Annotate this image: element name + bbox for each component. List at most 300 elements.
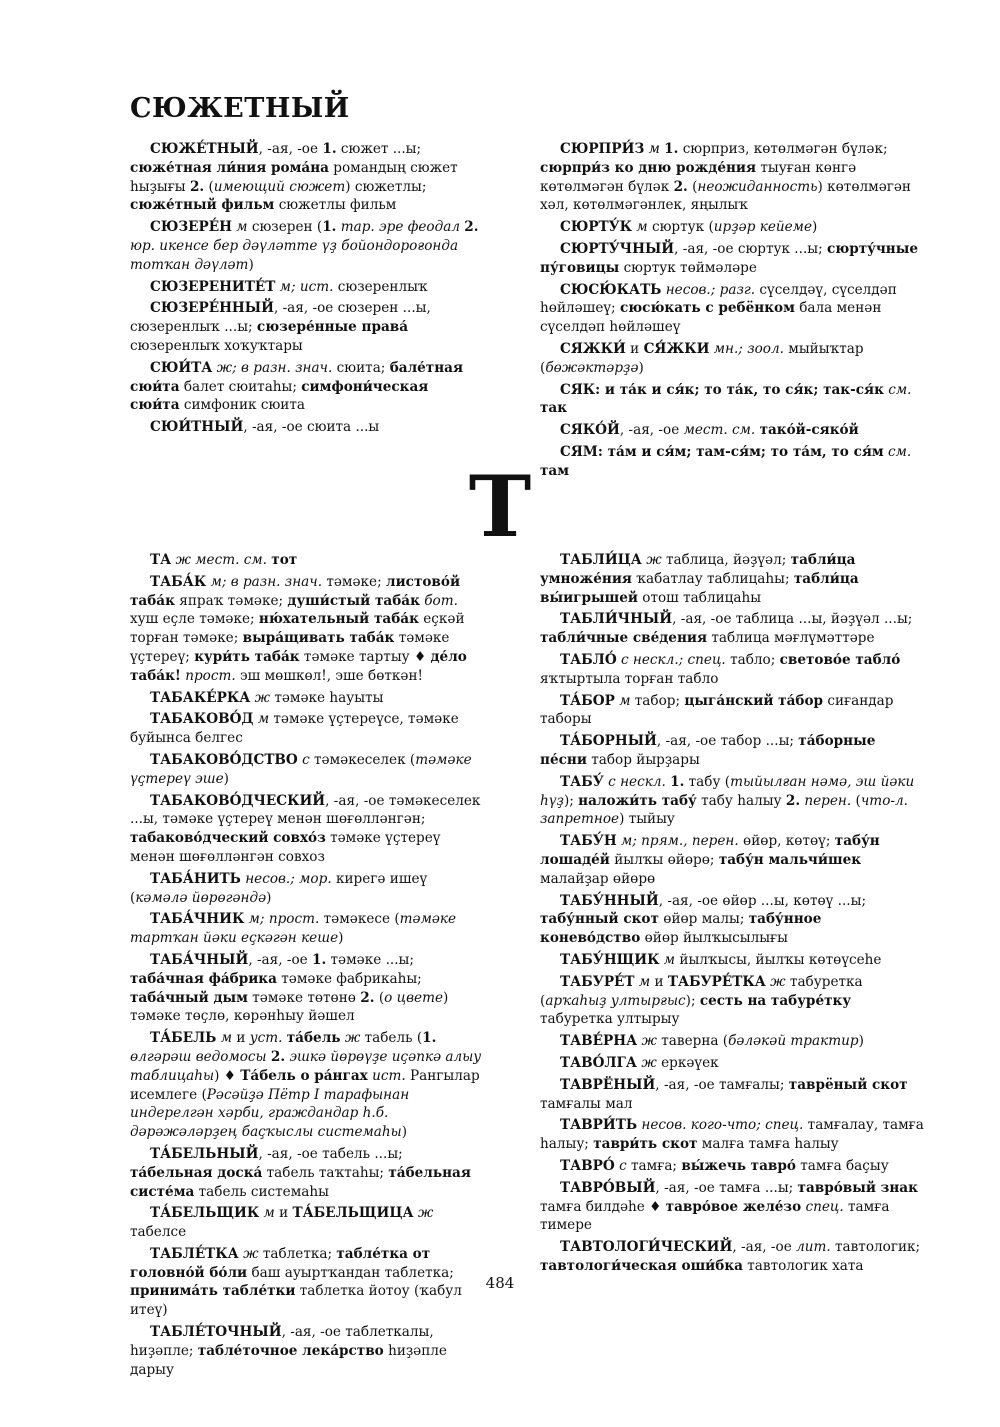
entry-headword: ТАВО́ЛГА — [560, 1054, 637, 1071]
entry-headword: та́бельная систе́ма — [130, 1164, 471, 1200]
entry-text: , -ая, -ое өйөр ...ы, көтөү ...ы; — [658, 892, 867, 909]
entry-label: м; ист. — [275, 278, 334, 295]
dictionary-entry — [540, 218, 924, 237]
entry-text: ); — [563, 792, 579, 809]
entry-text: , -ая, -ое сюита ...ы — [243, 419, 380, 436]
entry-headword: ТАБЛЕ́ТОЧНЫЙ — [150, 1324, 282, 1341]
dictionary-entry — [540, 140, 924, 215]
dictionary-entry — [540, 340, 924, 378]
entry-label: с нескл. — [603, 773, 666, 790]
dictionary-entry — [130, 1204, 482, 1242]
entry-label: перен. — [800, 792, 852, 809]
entry-text: ) — [812, 219, 818, 236]
entry-label: м — [253, 711, 270, 728]
entry-text: и — [650, 973, 668, 990]
dictionary-entry — [130, 218, 482, 274]
entry-label: с — [297, 751, 310, 768]
entry-text: ) көтөлмәгән хәл, көтөлмәгәнлек, яңылыҡ — [540, 178, 911, 214]
entry-text: сюзеренлыҡ хоҡуҡтары — [130, 337, 303, 354]
entry-headword: СЮРТУ́К — [560, 219, 633, 236]
entry-label: с нескл.; спец. — [616, 651, 726, 668]
entry-text: тәмәкесе ( — [319, 911, 400, 928]
entry-headword: СЮИ́ТНЫЙ — [150, 419, 244, 436]
entry-text: баш ауыртҡандан таблетка; — [247, 1264, 454, 1281]
entry-label: бөжәктәрҙә — [545, 359, 639, 376]
entry-headword: ТАБЛО́ — [560, 651, 617, 668]
entry-text: бала менән сүселдәп һөйләшеү — [540, 300, 882, 336]
dictionary-entry — [130, 1145, 482, 1201]
entry-label: см. — [883, 381, 912, 398]
entry-text: ) — [248, 256, 254, 273]
dictionary-entry — [540, 732, 924, 770]
entry-headword: наложи́ть табу́ — [578, 792, 697, 809]
dictionary-entry — [540, 1157, 924, 1176]
entry-text: өйөр, көтөү; — [738, 833, 835, 850]
page-number: 484 — [485, 1274, 515, 1292]
entry-label: эшкә йөрөүҙе иҫәпкә алыу таблицаһы — [130, 1048, 482, 1084]
entry-text: йылҡысы, йылҡы көтөүсеһе — [675, 951, 882, 968]
entry-text: табу һалыу — [696, 792, 786, 809]
entry-label: тар. эре феодал — [336, 219, 465, 236]
entry-label: м — [632, 219, 648, 236]
entry-text: ҡабатлау таблицаһы; — [631, 570, 794, 587]
entry-headword: табли́ца умноже́ния — [540, 552, 856, 587]
entry-text: сиғандар таборы — [540, 692, 894, 728]
entry-text: сюита; — [332, 359, 390, 376]
entry-text: табор йырҙары — [586, 751, 700, 768]
entry-headword: симфони́ческая сюи́та — [130, 378, 429, 414]
entry-headword: 2. — [673, 178, 688, 195]
entry-headword: табли́ца вы́игрышей — [540, 570, 859, 606]
entry-headword: ТА́БЕЛЬ — [150, 1030, 217, 1047]
entry-text: табуретка ( — [540, 973, 863, 1009]
entry-label: ж — [637, 1054, 657, 1071]
entry-headword: ТАВРЁНЫЙ — [560, 1076, 656, 1093]
dictionary-entry — [130, 573, 482, 686]
entry-headword: 2. — [785, 792, 801, 809]
entry-label: кәмәлә йөрөгәндә — [135, 889, 267, 906]
dictionary-entry — [540, 1238, 924, 1276]
entry-text: эш мөшкөл!, эше бөткән! — [235, 667, 423, 684]
entry-headword: ТАБА́НИТЬ — [150, 870, 241, 887]
entry-text: сюзерен ( — [247, 219, 323, 236]
entry-headword: та́бель — [286, 1030, 341, 1047]
entry-label: уст. — [249, 1030, 283, 1047]
entry-label: с — [614, 1157, 627, 1174]
entry-headword: табу́н мальчи́шек — [718, 851, 862, 868]
dictionary-entry — [130, 689, 482, 708]
entry-headword: СЮЗЕРЕ́ННЫЙ — [150, 300, 274, 317]
entry-text: тавтологик хата — [742, 1257, 864, 1274]
entry-text: табель ( — [360, 1030, 423, 1047]
column-bottom-right — [540, 551, 924, 1279]
entry-headword: ТАБА́ЧНЫЙ — [150, 951, 249, 968]
dictionary-entry — [130, 951, 482, 1026]
entry-headword: ТА́БЕЛЬНЫЙ — [150, 1145, 259, 1162]
entry-label: мн.; зоол. — [709, 340, 784, 357]
entry-headword: та́бельная доска́ — [130, 1164, 263, 1181]
entry-headword: ТАБА́К — [150, 573, 207, 590]
entry-text: ) — [266, 889, 272, 906]
dictionary-entry — [130, 299, 482, 355]
entry-headword: тавро́вый знак — [797, 1179, 918, 1196]
entry-text: симфоник сюита — [179, 397, 305, 414]
entry-text: малға тамға һалыу — [697, 1136, 839, 1153]
entry-text: малайҙар өйөрө — [540, 870, 656, 887]
entry-headword: таба́чная фа́брика — [130, 970, 277, 987]
column-bottom-left — [130, 551, 482, 1382]
entry-text: тәмәке фабрикаһы; — [276, 970, 422, 987]
entry-headword: ТАВРО́ — [560, 1157, 615, 1174]
entry-label: арҡаһыҙ ултырғыс — [545, 992, 686, 1009]
dictionary-entry — [130, 710, 482, 748]
entry-text: таблетка; — [258, 1245, 337, 1262]
entry-headword: ТАБУ́ННЫЙ — [560, 892, 659, 909]
entry-headword: табу́н лошаде́й — [540, 833, 880, 868]
entry-label: что-л. запретное — [540, 792, 908, 828]
entry-headword: ТА́БОР — [560, 692, 615, 709]
column-top-right — [540, 140, 924, 484]
entry-headword: табле́точное лека́рство — [197, 1342, 384, 1359]
entry-headword: 1. — [312, 951, 327, 968]
entry-headword: СЯ́ЖКИ — [643, 340, 710, 357]
entry-text: өйөр малы; — [658, 911, 749, 928]
entry-headword: тавтологи́ческая оши́бка — [540, 1257, 743, 1274]
entry-headword: СЮЗЕРЕНИТЕ́Т — [150, 278, 276, 295]
entry-text: , -ая, -ое — [258, 141, 323, 157]
entry-label: ж мест. см. — [171, 552, 267, 568]
entry-text: , -ая, -ое таблица ...ы, йәҙүәл ...ы; — [672, 611, 913, 628]
dictionary-entry — [130, 1323, 482, 1379]
entry-headword: таври́ть скот — [593, 1136, 698, 1153]
entry-text: өйөр йылҡысылығы — [640, 930, 788, 947]
entry-text: ( — [687, 178, 698, 195]
entry-headword: выра́щивать таба́к — [242, 630, 395, 647]
entry-headword: 1. — [322, 141, 337, 157]
entry-text: тамғалау, тамға һалыу; — [540, 1117, 924, 1153]
entry-label: ж — [238, 1245, 259, 1262]
entry-headword: 1. — [670, 773, 685, 790]
entry-label: ж — [250, 689, 271, 706]
entry-headword: ТАБАКОВО́ДЧЕСКИЙ — [150, 792, 326, 809]
dictionary-entry — [540, 892, 924, 948]
entry-headword: листово́й таба́к — [130, 573, 461, 609]
entry-text: ) тыйыу — [619, 811, 675, 828]
entry-headword: 2. — [270, 1048, 286, 1065]
entry-headword: сюрту́чные пу́говицы — [540, 240, 919, 276]
entry-text: сюжет ...ы; — [336, 141, 422, 157]
entry-headword: сюрпри́з ко дню рожде́ния — [540, 159, 757, 176]
dictionary-entry — [540, 973, 924, 1029]
entry-headword: табле́тка от головно́й бо́ли — [130, 1245, 431, 1281]
entry-text: , -ая, -ое тәмәкеселек ...ы, тәмәке үҫтереү менән шөғөлләнгән; — [130, 792, 481, 828]
entry-label: м — [659, 951, 676, 968]
entry-text: тавтологик; — [830, 1239, 921, 1256]
dictionary-entry — [540, 551, 924, 607]
entry-label: ж — [765, 973, 786, 990]
entry-text: , -ая, -ое табор ...ы; — [656, 733, 799, 750]
dictionary-entry — [130, 910, 482, 948]
dictionary-entry — [540, 610, 924, 648]
dictionary-entry — [540, 281, 924, 337]
entry-headword: 2. — [360, 989, 375, 1006]
entry-headword: сюже́тная ли́ния рома́на — [130, 159, 329, 176]
entry-text: , -ая, -ое табель ...ы; — [258, 1145, 403, 1162]
entry-headword: СЮЗЕРЕ́Н — [150, 219, 232, 236]
entry-headword: ТАБАКЕ́РКА — [150, 689, 251, 706]
entry-text: япраҡ тәмәке; — [174, 592, 288, 609]
entry-headword: ТАБУРЕ́ТКА — [667, 973, 766, 990]
entry-headword: таба́чный дым — [130, 989, 248, 1006]
entry-headword: сюсю́кать с ребёнком — [619, 300, 795, 317]
entry-text: , -ая, -ое — [248, 951, 313, 968]
entry-text: яҡтыртыла торған табло — [540, 670, 719, 687]
entry-text: ) сюжетлы; — [345, 178, 427, 195]
entry-text: тәмәке үҫтереүсе, тәмәке буйынса белгес — [130, 711, 459, 747]
entry-label: м; прям., перен. — [616, 833, 739, 850]
entry-headword: ню́хательный таба́к — [258, 611, 419, 628]
entry-text: тәмәке үҫтереү менән шөғөлләнгән совхоз — [130, 830, 441, 865]
dictionary-entry — [130, 278, 482, 297]
entry-text: тамға тимере — [540, 1198, 890, 1234]
dictionary-entry — [540, 773, 924, 829]
entry-headword: ТАБАКОВО́Д — [150, 711, 254, 728]
entry-label: неожиданность — [697, 178, 818, 195]
entry-headword: там — [540, 462, 570, 479]
entry-text: ( — [204, 178, 214, 195]
entry-label: бәләкәй трактир — [728, 1033, 859, 1050]
entry-text: , -ая, -ое сюртук ...ы; — [674, 240, 827, 257]
entry-text: ( — [374, 989, 385, 1006]
entry-text: ( — [851, 792, 861, 809]
dictionary-entry — [540, 692, 924, 730]
entry-headword: ТА́БЕЛЬЩИК — [150, 1205, 260, 1222]
entry-headword: тавро́вое желе́зо — [665, 1198, 802, 1215]
entry-label: прост. — [180, 667, 236, 684]
entry-text: табор; — [630, 692, 685, 709]
entry-label: өлгәрәш ведомосы — [130, 1048, 271, 1065]
entry-headword: кури́ть таба́к — [194, 648, 300, 665]
entry-text: тамғалы мал — [540, 1095, 633, 1112]
entry-headword: 1. — [664, 141, 679, 157]
dictionary-entry — [130, 359, 482, 415]
entry-headword: СЮРПРИ́З — [560, 141, 645, 157]
entry-text: сюртук ( — [647, 219, 714, 236]
entry-headword: ТАБУ́НЩИК — [560, 951, 660, 968]
entry-text: ) ♦ — [214, 1067, 241, 1084]
entry-label: Рәсәйҙә Пётр I тарафынан индерелгән хәрби, граждандар һ.б. дәрәжәләрҙең баҫҡыслы системаһы — [130, 1086, 410, 1141]
entry-text: сюрприз, көтөлмәгән бүләк; — [678, 141, 888, 157]
entry-headword: ТАВЕ́РНА — [560, 1033, 638, 1050]
entry-text: еҫкәй торған тәмәке; — [130, 611, 465, 647]
entry-text: сюртук төймәләре — [619, 259, 757, 276]
entry-headword: СЯКО́Й — [560, 422, 620, 439]
entry-text: сюжетлы фильм — [274, 197, 397, 214]
entry-headword: СЮРТУ́ЧНЫЙ — [560, 240, 675, 257]
entry-headword: СЮЖЕ́ТНЫЙ — [150, 141, 259, 157]
dictionary-entry — [540, 1032, 924, 1051]
entry-headword: ТАБУ́ — [560, 773, 604, 790]
entry-text: тамға баҫыу — [795, 1157, 889, 1174]
entry-text: ); — [685, 992, 700, 1009]
entry-text: еркәүек — [656, 1054, 719, 1071]
entry-text: ) — [338, 930, 344, 947]
entry-text: , -ая, -ое тамғалы; — [655, 1076, 789, 1093]
entry-label: ирҙәр кейеме — [713, 219, 812, 236]
entry-label: ж — [340, 1030, 361, 1047]
entry-label: м — [216, 1030, 232, 1047]
entry-text: , -ая, -ое — [732, 1239, 797, 1256]
dictionary-entry — [540, 1179, 924, 1235]
entry-headword: де́ло таба́к! — [130, 648, 467, 684]
entry-headword: вы́жечь тавро́ — [681, 1157, 796, 1174]
entry-text: ) — [858, 1033, 864, 1050]
entry-text: , -ая, -ое тамға ...ы; — [655, 1179, 798, 1196]
entry-text: тәмәке ...ы; — [326, 951, 414, 968]
entry-text: и — [274, 1205, 293, 1222]
entry-label: ж; в разн. знач. — [212, 359, 333, 376]
dictionary-entry — [540, 832, 924, 888]
dictionary-entry — [540, 651, 924, 689]
entry-label: м; прост. — [244, 911, 320, 928]
entry-headword: тот — [271, 552, 298, 568]
dictionary-entry — [130, 870, 482, 908]
entry-headword: таврёный скот — [788, 1076, 908, 1093]
entry-label: ж — [637, 1033, 657, 1050]
entry-headword: ТАВРИ́ТЬ — [560, 1117, 638, 1134]
entry-label: несов. кого-что; спец. — [637, 1117, 804, 1134]
entry-text: тәмәке үҫтереү; — [130, 630, 450, 665]
dictionary-entry — [130, 418, 482, 437]
entry-text: ) — [401, 1124, 408, 1141]
entry-text: , -ая, -ое сюзерен ...ы, сюзеренлыҡ ...ы; — [130, 300, 431, 336]
entry-label: юр. икенсе бер дәүләтте үҙ бойондороғонда тотҡан дәүләт — [130, 237, 459, 273]
entry-headword: ТАБУ́Н — [560, 833, 617, 850]
entry-text: табу ( — [684, 773, 731, 790]
entry-text: сүселдәү, сүселдәп һөйләшеү; — [540, 281, 897, 317]
entry-label: тыйылған нәмә, эш йәки һүҙ — [540, 773, 915, 809]
entry-headword: ТАБЛИ́ЦА — [560, 552, 642, 568]
entry-label: ист. — [367, 1067, 406, 1084]
entry-headword: ТАБЛЕ́ТКА — [150, 1245, 239, 1262]
entry-label: тәмәке тартҡан йәки еҫкәгән кеше — [130, 911, 457, 947]
entry-label: м — [231, 219, 248, 236]
entry-headword: 1. — [322, 219, 337, 236]
entry-headword: табли́чные све́дения — [540, 630, 708, 647]
entry-text: тәмәке һауыты — [270, 689, 384, 706]
entry-text: таблетка йотоу (ҡабул итеү) — [130, 1283, 462, 1319]
entry-label: несов.; мор. — [240, 870, 332, 887]
entry-label: ж — [413, 1205, 434, 1222]
section-letter: Т — [468, 457, 532, 556]
entry-label: о цвете — [384, 989, 444, 1006]
entry-headword: табу́нный скот — [540, 911, 659, 928]
entry-text: таблица мәғлүмәттәре — [707, 630, 875, 647]
entry-text: табель таҡтаһы; — [262, 1164, 389, 1181]
entry-label: мест. см. — [683, 422, 756, 439]
entry-text: отош таблицаһы — [637, 589, 762, 606]
entry-text: ) — [223, 770, 229, 787]
entry-headword: ТАБУРЕ́Т — [560, 973, 635, 990]
entry-label: имеющий сюжет — [213, 178, 346, 195]
entry-headword: ТАВТОЛОГИ́ЧЕСКИЙ — [560, 1239, 733, 1256]
entry-headword: ТАБАКОВО́ДСТВО — [150, 751, 298, 768]
entry-text: йылҡы өйөрө; — [609, 851, 719, 868]
entry-text: кирегә ишеү ( — [130, 870, 428, 906]
entry-text: Рангылар исемлеге ( — [130, 1067, 480, 1103]
entry-headword: табу́нное конево́дство — [540, 911, 822, 947]
entry-text: тамға; — [626, 1157, 682, 1174]
entry-text: мыйыҡтар ( — [540, 340, 864, 376]
entry-label: ж — [641, 552, 662, 568]
dictionary-entry — [540, 951, 924, 970]
entry-text: тәмәке тартыу ♦ — [299, 648, 431, 665]
dictionary-entry — [540, 1116, 924, 1154]
entry-headword: сюже́тный фильм — [130, 197, 275, 214]
entry-label: тәмәке үҫтереү эше — [130, 751, 472, 787]
entry-text: тәмәке төтөнө — [247, 989, 361, 1006]
entry-headword: СЯК: и та́к и ся́к; то та́к, то ся́к; так-ся́к — [560, 381, 884, 398]
entry-label: м — [259, 1205, 275, 1222]
entry-label: спец. — [801, 1198, 844, 1215]
entry-text: табель системаһы — [194, 1183, 329, 1200]
entry-headword: ТАВРО́ВЫЙ — [560, 1179, 656, 1196]
entry-text: и — [625, 340, 644, 357]
entry-text: табуретка ултырыу — [540, 1011, 680, 1028]
entry-headword: цыга́нский та́бор — [684, 692, 824, 709]
dictionary-entry — [540, 240, 924, 278]
entry-text: тамға билдәһе ♦ — [540, 1198, 666, 1215]
dictionary-entry — [540, 1076, 924, 1114]
entry-headword: бале́тная сюи́та — [130, 359, 464, 395]
entry-headword: светово́е табло́ — [779, 651, 901, 668]
entry-text: тәмәке; — [322, 573, 386, 590]
entry-headword: принима́ть табле́тки — [130, 1283, 296, 1300]
entry-headword: ТАБЛИ́ЧНЫЙ — [560, 611, 673, 628]
entry-label: см. — [883, 443, 912, 460]
entry-headword: ТАБА́ЧНИК — [150, 911, 245, 928]
entry-text: табелсе — [130, 1224, 187, 1241]
entry-headword: табаково́дческий совхо́з — [130, 830, 326, 847]
entry-text: таверна ( — [656, 1033, 729, 1050]
dictionary-entry — [540, 421, 924, 440]
dictionary-entry — [540, 381, 924, 419]
entry-text: табло; — [725, 651, 780, 668]
entry-text: и — [232, 1030, 250, 1047]
entry-label: м — [614, 692, 631, 709]
entry-headword: души́стый таба́к — [287, 592, 420, 609]
entry-headword: СЯМ: та́м и ся́м; там-ся́м; то та́м, то ся́м — [560, 443, 884, 460]
entry-label: м; в разн. знач. — [206, 573, 323, 590]
entry-headword: 1. — [422, 1030, 437, 1047]
entry-headword: так — [540, 400, 568, 417]
entry-headword: ТА́БЕЛЬЩИЦА — [292, 1205, 414, 1222]
entry-headword: Та́бель о ра́нгах — [240, 1067, 368, 1084]
dictionary-entry — [130, 792, 482, 867]
entry-headword: сюзере́нные права́ — [256, 319, 409, 336]
entry-headword: СЮИ́ТА — [150, 359, 213, 376]
entry-headword: та́борные пе́сни — [540, 733, 876, 768]
entry-label: несов.; разг. — [661, 281, 756, 298]
entry-text: ) — [638, 359, 644, 376]
entry-text: һиҙәпле дарыу — [130, 1342, 447, 1378]
dictionary-entry — [540, 1054, 924, 1073]
entry-text: хуш еҫле тәмәке; — [130, 611, 259, 628]
entry-headword: сесть на табуре́тку — [699, 992, 852, 1009]
entry-text: тыуған көнгә көтөлмәгән бүләк — [540, 159, 857, 195]
entry-text: сюзеренлыҡ — [333, 278, 428, 295]
entry-headword: ТА — [150, 552, 172, 568]
